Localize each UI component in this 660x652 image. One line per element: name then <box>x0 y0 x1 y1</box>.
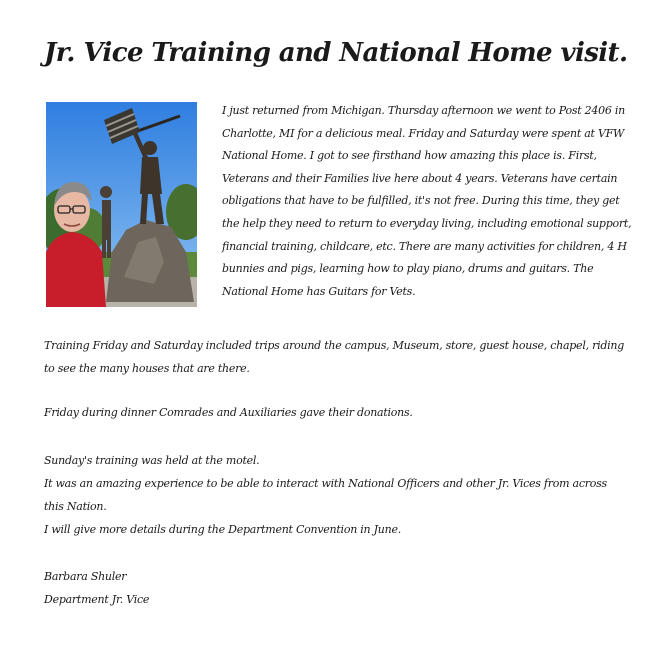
line-sunday-training: Sunday's training was held at the motel. <box>44 454 260 467</box>
paragraph-donations: Friday during dinner Comrades and Auxiliaries gave their donations. <box>44 406 413 419</box>
line-convention-details: I will give more details during the Department Convention in June. <box>44 523 401 536</box>
signature-name: Barbara Shuler <box>44 570 127 583</box>
paragraph-michigan-visit: I just returned from Michigan. Thursday afternoon we went to Post 2406 in Charlotte, MI for a delicious meal. Friday and Saturday were spent at VFW National Home. I got to see firsthand how amazing this place is. First, Veterans and their Families live here about 4 years. Veterans have certain obligations that have to be fulfilled, it's not free. During this time, they get the help they need to return to everyday living, including emotional support, financial training, childcare, etc. There are many activities for children, 4 H bunnies and pigs, learning how to play piano, drums and guitars. The National Home has Guitars for Vets. <box>222 104 632 298</box>
page-title: Jr. Vice Training and National Home visit. <box>44 38 628 68</box>
line-experience-2: this Nation. <box>44 500 107 513</box>
signature-title: Department Jr. Vice <box>44 593 150 606</box>
paragraph-training: Training Friday and Saturday included trips around the campus, Museum, store, guest house, chapel, riding to see the many houses that are there. <box>44 339 625 375</box>
line-experience-1: It was an amazing experience to be able to interact with National Officers and other Jr. Vices from across <box>44 477 607 490</box>
veteran-statue-photo <box>46 102 197 307</box>
